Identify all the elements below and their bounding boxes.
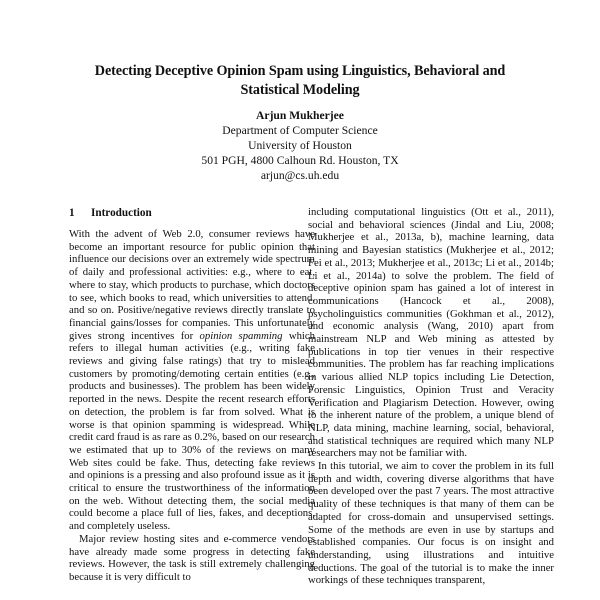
- section-number: 1: [69, 207, 75, 219]
- intro-p1-after: which refers to illegal human activities (e.g., writing fake reviews and giving false ratings) that try to mislead customers by promoting/demoting certain entities (e.g., products and businesses). The problem has been widely reported in the news. Despite the recent research efforts on detection, the problem is far from solved. What is worse is that opinion spamming is widespread. While credit card fraud is as rare as 0.2%, based on our research we estimated that up to 30% of the reviews on many Web sites could be fake. Thus, detecting fake reviews and opinions is a pressing and also profound issue as it is critical to ensure the trustworthiness of the information on the web. Without detecting them, the social media could become a place full of lies, fakes, and deceptions, and completely useless.: [69, 329, 315, 533]
- section-title: Introduction: [91, 207, 152, 219]
- title-line-1: Detecting Deceptive Opinion Spam using Linguistics, Behavioral and: [94, 63, 506, 79]
- author-department: Department of Computer Science: [222, 124, 378, 137]
- author-name: Arjun Mukherjee: [256, 109, 344, 122]
- intro-paragraph-2: Major review hosting sites and e-commerce vendors have already made some progress in detecting fake reviews. However, the task is still extremely challenging because it is very difficult to: [69, 532, 315, 583]
- title-line-2: Statistical Modeling: [240, 82, 360, 98]
- section-heading: [69, 206, 315, 220]
- right-paragraph-1: including computational linguistics (Ott et al., 2011), social and behavioral sciences (Jindal and Liu, 2008; Mukherjee et al., 2013a, b), machine learning, data mining and Bayesian statistics (Mukherjee et al., 2012; Fei et al., 2013; Mukherjee et al., 2013c; Li et al., 2014b; Li et al., 2014a) to solve the problem. The field of deceptive opinion spam has gained a lot of interest in communications (Hancock et al., 2008), psycholinguistics communities (Gokhman et al., 2012), and economic analysis (Wang, 2010) apart from mainstream NLP and Web mining as attested by publications in top tier venues in their respective communities. The problem has far reaching implications in various allied NLP topics including Lie Detection, Forensic Linguistics, Opinion Trust and Veracity Verification and Plagiarism Detection. However, owing to the inherent nature of the problem, a unique blend of NLP, data mining, machine learning, social, behavioral, and statistical techniques are required which many NLP researchers may not be familiar with.: [308, 206, 554, 460]
- author-address: 501 PGH, 4800 Calhoun Rd. Houston, TX: [201, 154, 399, 167]
- left-column: [69, 206, 315, 584]
- right-paragraph-2: In this tutorial, we aim to cover the problem in its full depth and width, covering diverse algorithms that have been developed over the past 7 years. The most attractive quality of these techniques is that many of them can be adapted for cross-domain and unsupervised settings. Some of the methods are even in use by startups and established companies. Our focus is on insight and understanding, using illustrations and intuitive deductions. The goal of the tutorial is to make the inner workings of these techniques transparent,: [308, 460, 554, 587]
- author-university: University of Houston: [248, 139, 352, 152]
- intro-p1-before: With the advent of Web 2.0, consumer reviews have become an important resource for public opinion that influence our decisions over an extremely wide spectrum of daily and professional activities: e.g., where to eat, where to stay, which products to purchase, which doctors to see, which books to read, which universities to attend, and so on. Positive/negative reviews directly translate to financial gains/losses for companies. This unfortunately gives strong incentives for: [69, 228, 315, 342]
- right-column: [308, 206, 554, 587]
- paper-title: [40, 62, 560, 100]
- intro-p1-emphasis: opinion spamming: [199, 329, 283, 342]
- author-email[interactable]: arjun@cs.uh.edu: [260, 169, 340, 182]
- author-block: [100, 108, 500, 183]
- intro-paragraph-1: [69, 228, 315, 533]
